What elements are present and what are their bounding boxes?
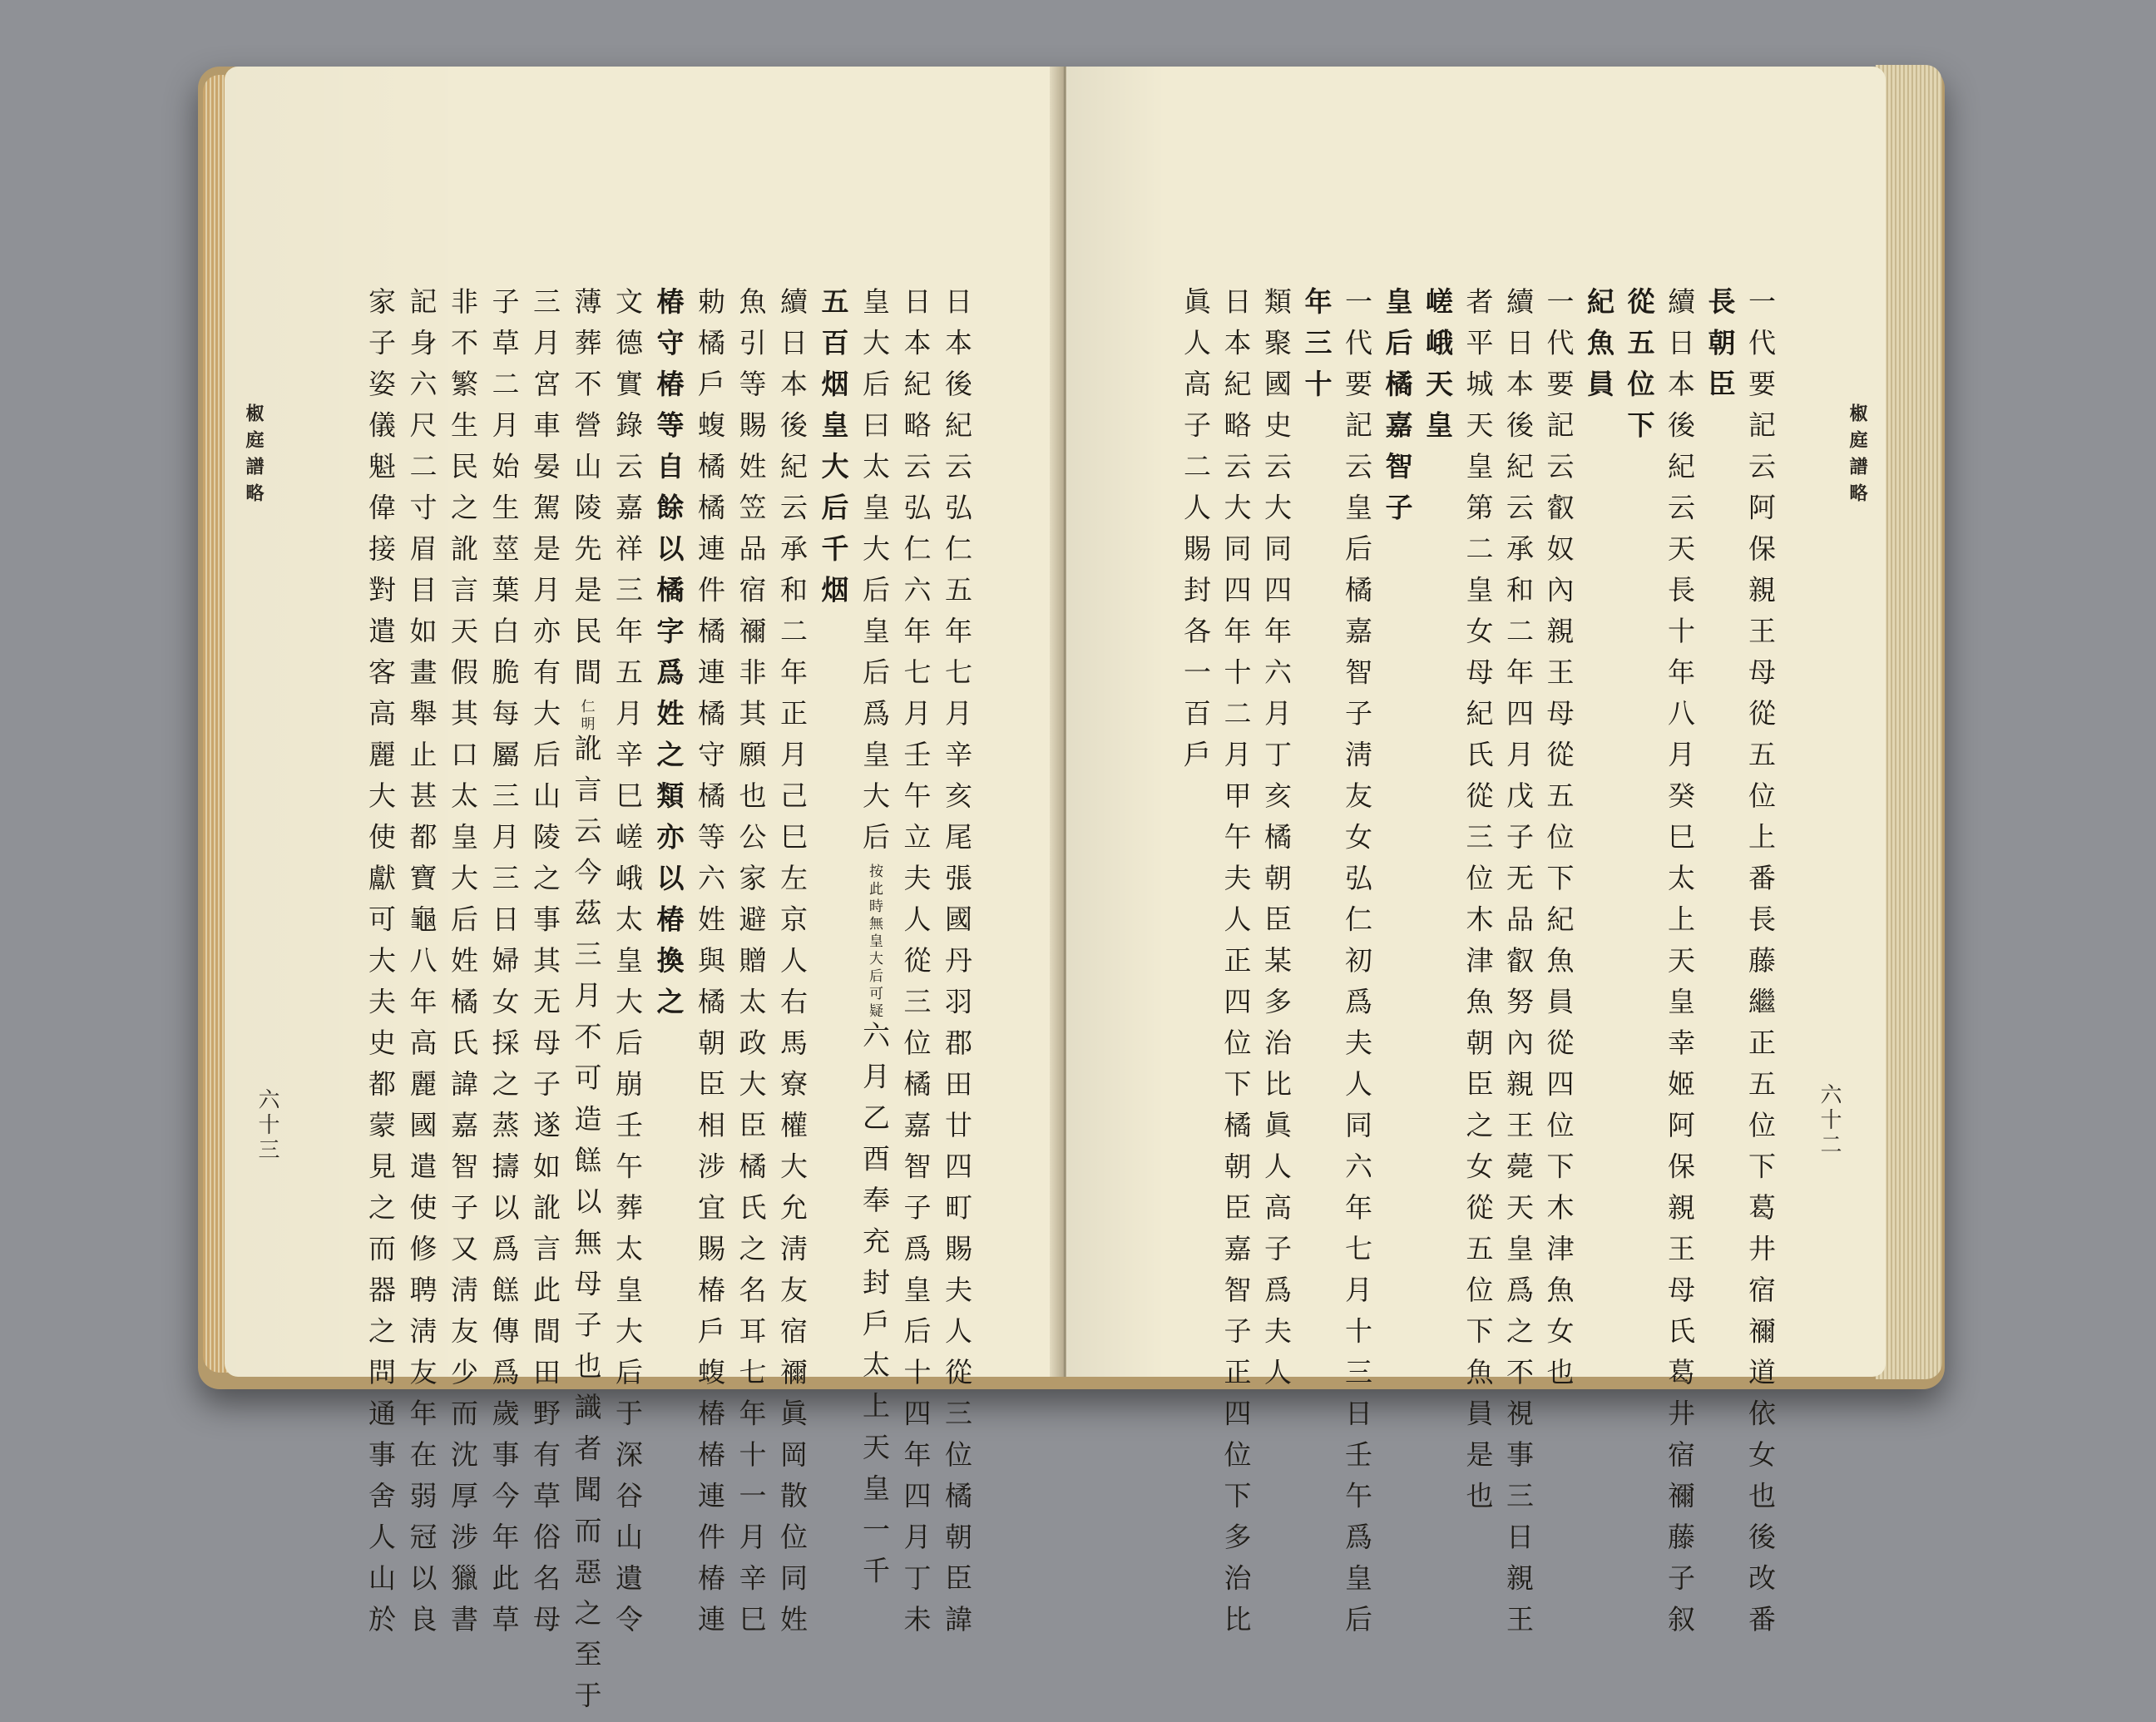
column-text: 五百烟皇大后千烟: [817, 287, 850, 616]
left-page-text-column: [449, 287, 477, 1646]
column-text: 者平城天皇第二皇女母紀氏從三位木津魚朝臣之女從五位下魚員是也: [1461, 287, 1495, 1522]
right-page-text-column: [1260, 287, 1293, 1399]
column-text: 記身六尺二寸眉目如畫舉止甚都寶龜八年高麗國遣使修聘淸友年在弱冠以良: [405, 287, 438, 1646]
column-text: 日本紀略云弘仁六年七月壬午立夫人從三位橘嘉智子爲皇后十四年四月丁未: [899, 287, 932, 1646]
right-page: [1066, 67, 1886, 1646]
column-text: 從五位下: [1623, 287, 1656, 452]
column-text: 子草二月始生莖葉白脆每屬三月三日婦女採之蒸擣以爲餻傳爲歲事今年此草: [487, 287, 521, 1646]
left-page-text-column: [858, 287, 891, 1597]
right-page-text-column: [1502, 287, 1535, 1646]
left-page-text-column: [611, 287, 644, 1646]
right-page-text-column: [1704, 287, 1737, 411]
column-text: 一代要記云阿保親王母從五位上番長藤繼正五位下葛井宿禰道依女也後改番: [1744, 287, 1777, 1646]
left-page-text-column: [696, 287, 724, 1646]
left-page-text-column: [529, 287, 561, 1646]
left-page-text-column: [570, 287, 603, 1722]
right-page-text-column: [1623, 287, 1656, 452]
right-page-text-column: [1744, 287, 1777, 1646]
folio-left: 六十三: [255, 1088, 279, 1163]
column-text: 紀魚員: [1583, 287, 1615, 411]
column-text: 魚引等賜姓笠品宿禰非其願也公家避贈太政大臣橘氏之名耳七年十一月辛巳: [734, 287, 768, 1646]
folio-right: 六十二: [1817, 1083, 1842, 1158]
right-page-text-column: [1343, 287, 1371, 1646]
left-page-text-column: [487, 287, 521, 1646]
running-head-right: 椒庭譜略: [1847, 403, 1868, 510]
running-head-left: 椒庭譜略: [243, 403, 265, 510]
column-text: 非不繁生民之訛言天假其口太皇大后姓橘氏諱嘉智子又淸友少而沈厚涉獵書: [447, 287, 479, 1646]
column-text: 皇后橘嘉智子: [1381, 287, 1414, 534]
column-text: 年三十: [1300, 287, 1333, 411]
interlinear-note: 仁明: [577, 699, 595, 734]
interlinear-note: 按此時無皇大后可疑: [866, 863, 883, 1021]
right-page-text-column: [1381, 287, 1414, 534]
column-text: 薄葬不營山陵先是民間: [570, 287, 603, 699]
column-text: 一代要記云皇后橘嘉智子淸友女弘仁初爲夫人同六年七月十三日壬午爲皇后: [1341, 287, 1373, 1646]
column-text-continued: 六月乙酉奉充封戶太上天皇一千: [858, 1021, 891, 1597]
right-page-edges: [1876, 65, 1942, 1379]
column-text: 日本紀略云大同四年十二月甲午夫人正四位下橘朝臣嘉智子正四位下多治比: [1219, 287, 1253, 1646]
right-page-text-column: [1422, 287, 1454, 452]
column-text: 椿守椿等自餘以橘字爲姓之類亦以椿換之: [652, 287, 685, 1028]
left-page-text-column: [364, 287, 397, 1646]
column-text: 一代要記云叡奴內親王母從五位下紀魚員從四位下木津魚女也: [1542, 287, 1575, 1399]
column-text: 類聚國史云大同四年六月丁亥橘朝臣某多治比眞人高子爲夫人: [1260, 287, 1293, 1399]
left-page: [225, 67, 1060, 1722]
column-text: 續日本後紀云承和二年四月戊子无品叡努內親王薨天皇爲之不視事三日親王: [1502, 287, 1535, 1646]
column-text: 續日本後紀云天長十年八月癸巳太上天皇幸姬阿保親王母氏葛井宿禰藤子叙: [1664, 287, 1696, 1646]
column-text: 長朝臣: [1704, 287, 1737, 411]
column-text: 續日本後紀云承和二年正月己巳左京人右馬寮權大允淸友宿禰眞岡散位同姓: [776, 287, 808, 1646]
right-page-text-column: [1666, 287, 1694, 1646]
column-text: 家子姿儀魁偉接對遣客高麗大使獻可大夫史都蒙見之而器之問通事舍人山於: [364, 287, 397, 1646]
column-text: 嵯峨天皇: [1422, 287, 1454, 452]
left-page-text-column: [817, 287, 850, 616]
column-text: 皇大后曰太皇大后皇后爲皇大后: [858, 287, 891, 863]
right-page-text-column: [1585, 287, 1613, 411]
right-page-text-column: [1542, 287, 1575, 1399]
column-text-continued: 訛言云今茲三月不可造餻以無母子也識者聞而惡之至于: [570, 734, 603, 1722]
left-page-text-column: [943, 287, 971, 1646]
column-text: 勅橘戶蝮橘橘連件橘連橘守橘等六姓與橘朝臣相涉宜賜椿戶蝮椿椿連件椿連: [694, 287, 726, 1646]
right-page-text-column: [1219, 287, 1253, 1646]
column-text: 日本後紀云弘仁五年七月辛亥尾張國丹羽郡田廿四町賜夫人從三位橘朝臣諱: [941, 287, 973, 1646]
right-page-text-column: [1300, 287, 1333, 411]
column-text: 眞人高子二人賜封各一百戶: [1179, 287, 1212, 781]
column-text: 文德實錄云嘉祥三年五月辛巳嵯峨太皇大后崩壬午葬太皇大后于深谷山遺令: [611, 287, 644, 1646]
right-page-text-column: [1461, 287, 1495, 1522]
column-text: 三月宮車晏駕是月亦有大后山陵之事其无母子遂如訛言此間田野有草俗名母: [529, 287, 561, 1646]
left-page-text-column: [734, 287, 768, 1646]
left-page-text-column: [405, 287, 438, 1646]
right-page-text-column: [1179, 287, 1212, 781]
left-page-text-column: [899, 287, 932, 1646]
left-page-text-column: [776, 287, 808, 1646]
left-page-text-column: [652, 287, 685, 1028]
